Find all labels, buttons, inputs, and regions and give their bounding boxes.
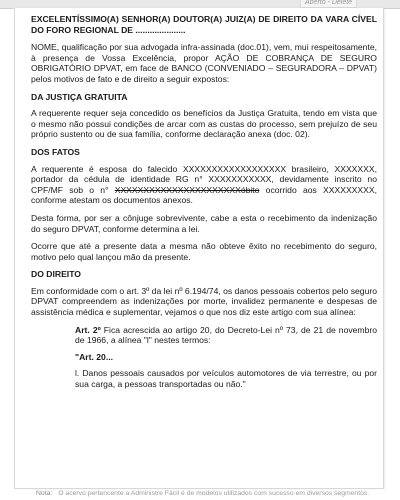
document-page [14,8,384,489]
fatos-text-b: ocorrido aos XXXXXXXXX, conforme atestam os documentos anexos. [31,184,378,206]
quote-art-20-label: "Art. 20... [75,351,113,362]
footer-note [36,490,369,497]
document-title: EXCELENTÍSSIMO(A) SENHOR(A) DOUTOR(A) JUIZ(A) DE DIREITO DA VARA CÍVEL DO FORO REGIONAL DE ..................... [31,14,377,35]
fatos-text-a: A requerente é esposa do falecido XXXXXXXXXXXXXXXXXX brasileiro, XXXXXXX, portador da cédula de identidade RG n° XXXXXXXXXXX, devidamente inscrito no CPF/MF sob o n° [31,163,377,195]
footer-text: O acervo pertencente a Administre Fácil é de modelos utilizados com sucesso em diversos segmentos. [58,490,370,497]
quote-art-text: Fica acrescida ao artigo 20, do Decreto-Lei nº 73, de 21 de novembro de 1966, a alínea "l" nestes termos: [75,324,378,346]
section-heading-justica: DA JUSTIÇA GRATUITA [31,91,128,102]
section-heading-direito: DO DIREITO [31,269,81,280]
quote-art-20 [75,352,377,363]
section-paragraph-justica: A requerente requer seja concedido os benefícios da Justiça Gratuita, tendo em vista que o mesmo não possui condições de arcar com as custas do processo, sem prejuízo de seu próprio sustento ou de sua família, conforme declaração anexa (doc. 02). [31,108,377,140]
quote-art-label: Art. 2º [75,324,101,335]
law-quote [75,325,377,390]
document-content [31,14,377,396]
section-paragraph-direito: Em conformidade com o art. 3º da lei nº 6.194/74, os danos pessoais cobertos pelo seguro DPVAT compreendem as indenizações por morte, invalidez permanente e despesas de assistência médica e suplementar, vejamos o que nos diz este artigo com sua alínea: [31,285,377,318]
section-paragraph-fatos-2: Desta forma, por ser a cônjuge sobrevivente, cabe a esta o recebimento da indenização do seguro DPVAT, conforme determina a lei. [31,212,377,234]
fatos-text-strike: XXXXXXXXXXXXXXXXXXXXXXóbito [114,184,260,195]
quote-art-2 [75,325,377,346]
section-paragraph-fatos-3: Ocorre que até a presente data a mesma não obteve êxito no recebimento do seguro, motivo pelo qual lançou mão da presente. [31,241,377,262]
section-heading-fatos: DOS FATOS [31,146,80,157]
section-paragraph-fatos-1 [31,164,377,206]
footer-label: Nota: [36,490,53,497]
top-tag: Aberto - Delete [300,0,357,8]
quote-item-l: l. Danos pessoais causados por veículos automotores de via terrestre, ou por sua carga, a pessoas transportadas ou não." [75,368,377,390]
intro-paragraph: NOME, qualificação por sua advogada infra-assinada (doc.01), vem, mui respeitosamente, à presença de Vossa Excelência, propor AÇÃO DE COBRANÇA DE SEGURO OBRIGATÓRIO DPVAT, em face de BANCO (CONVENIADO – SEGURADORA – DPVAT) pelos motivos de fato e de direito a seguir expostos: [31,42,377,84]
